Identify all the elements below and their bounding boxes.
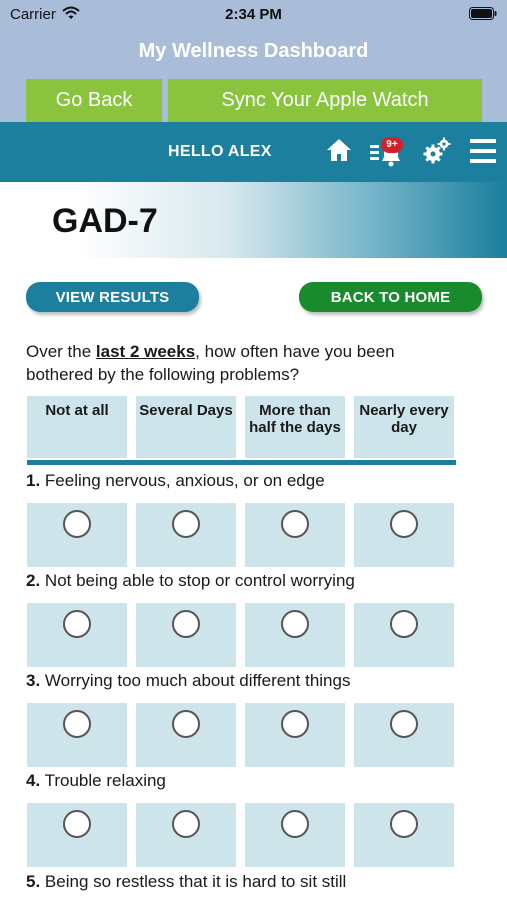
column-header-nearly-every-day: Nearly every day — [354, 396, 454, 458]
radio-button[interactable] — [281, 610, 309, 638]
radio-button[interactable] — [172, 710, 200, 738]
greeting-text: HELLO ALEX — [168, 143, 272, 160]
radio-button[interactable] — [281, 710, 309, 738]
column-header-not-at-all: Not at all — [27, 396, 127, 458]
view-results-button[interactable]: VIEW RESULTS — [26, 282, 199, 312]
q1-option-more-than-half[interactable] — [245, 503, 345, 567]
title-banner — [0, 182, 507, 258]
radio-button[interactable] — [63, 810, 91, 838]
column-header-more-than-half: More than half the days — [245, 396, 345, 458]
page-title: GAD-7 — [52, 202, 158, 240]
radio-button[interactable] — [390, 710, 418, 738]
q2-option-several-days[interactable] — [136, 603, 236, 667]
instructions-text: Over the last 2 weeks, how often have you been bothered by the following problems? — [26, 342, 395, 384]
go-back-button[interactable]: Go Back — [26, 79, 162, 122]
radio-button[interactable] — [172, 510, 200, 538]
q4-option-not-at-all[interactable] — [27, 803, 127, 867]
menu-icon[interactable] — [470, 137, 496, 165]
carrier-label: Carrier — [10, 6, 56, 23]
radio-button[interactable] — [281, 810, 309, 838]
q1-option-not-at-all[interactable] — [27, 503, 127, 567]
settings-gears-icon[interactable] — [423, 137, 451, 165]
question-1: 1. Feeling nervous, anxious, or on edge — [26, 471, 325, 490]
q1-option-several-days[interactable] — [136, 503, 236, 567]
q1-option-nearly-every-day[interactable] — [354, 503, 454, 567]
radio-button[interactable] — [390, 810, 418, 838]
radio-button[interactable] — [172, 610, 200, 638]
battery-icon — [469, 7, 497, 20]
back-to-home-button[interactable]: BACK TO HOME — [299, 282, 482, 312]
q2-option-nearly-every-day[interactable] — [354, 603, 454, 667]
q2-option-more-than-half[interactable] — [245, 603, 345, 667]
radio-button[interactable] — [63, 710, 91, 738]
sync-apple-watch-button[interactable]: Sync Your Apple Watch — [168, 79, 482, 122]
question-2: 2. Not being able to stop or control worrying — [26, 571, 355, 590]
question-3: 3. Worrying too much about different things — [26, 671, 351, 690]
user-header-bar — [0, 122, 507, 182]
q4-option-nearly-every-day[interactable] — [354, 803, 454, 867]
q3-option-several-days[interactable] — [136, 703, 236, 767]
radio-button[interactable] — [281, 510, 309, 538]
radio-button[interactable] — [390, 510, 418, 538]
q3-option-nearly-every-day[interactable] — [354, 703, 454, 767]
home-icon[interactable] — [326, 137, 352, 163]
clock-time: 2:34 PM — [225, 6, 282, 23]
radio-button[interactable] — [63, 510, 91, 538]
app-top-bar — [0, 0, 507, 122]
column-header-several-days: Several Days — [136, 396, 236, 458]
app-title: My Wellness Dashboard — [138, 40, 369, 62]
q2-option-not-at-all[interactable] — [27, 603, 127, 667]
instruction-emphasis: last 2 weeks — [95, 342, 196, 361]
question-4: 4. Trouble relaxing — [26, 771, 166, 790]
q3-option-more-than-half[interactable] — [245, 703, 345, 767]
radio-button[interactable] — [63, 610, 91, 638]
header-divider — [27, 460, 456, 465]
notification-badge: 9+ — [381, 137, 403, 153]
radio-button[interactable] — [390, 610, 418, 638]
q4-option-several-days[interactable] — [136, 803, 236, 867]
question-5: 5. Being so restless that it is hard to sit still — [26, 872, 347, 891]
radio-button[interactable] — [172, 810, 200, 838]
q3-option-not-at-all[interactable] — [27, 703, 127, 767]
q4-option-more-than-half[interactable] — [245, 803, 345, 867]
status-bar — [0, 0, 507, 28]
